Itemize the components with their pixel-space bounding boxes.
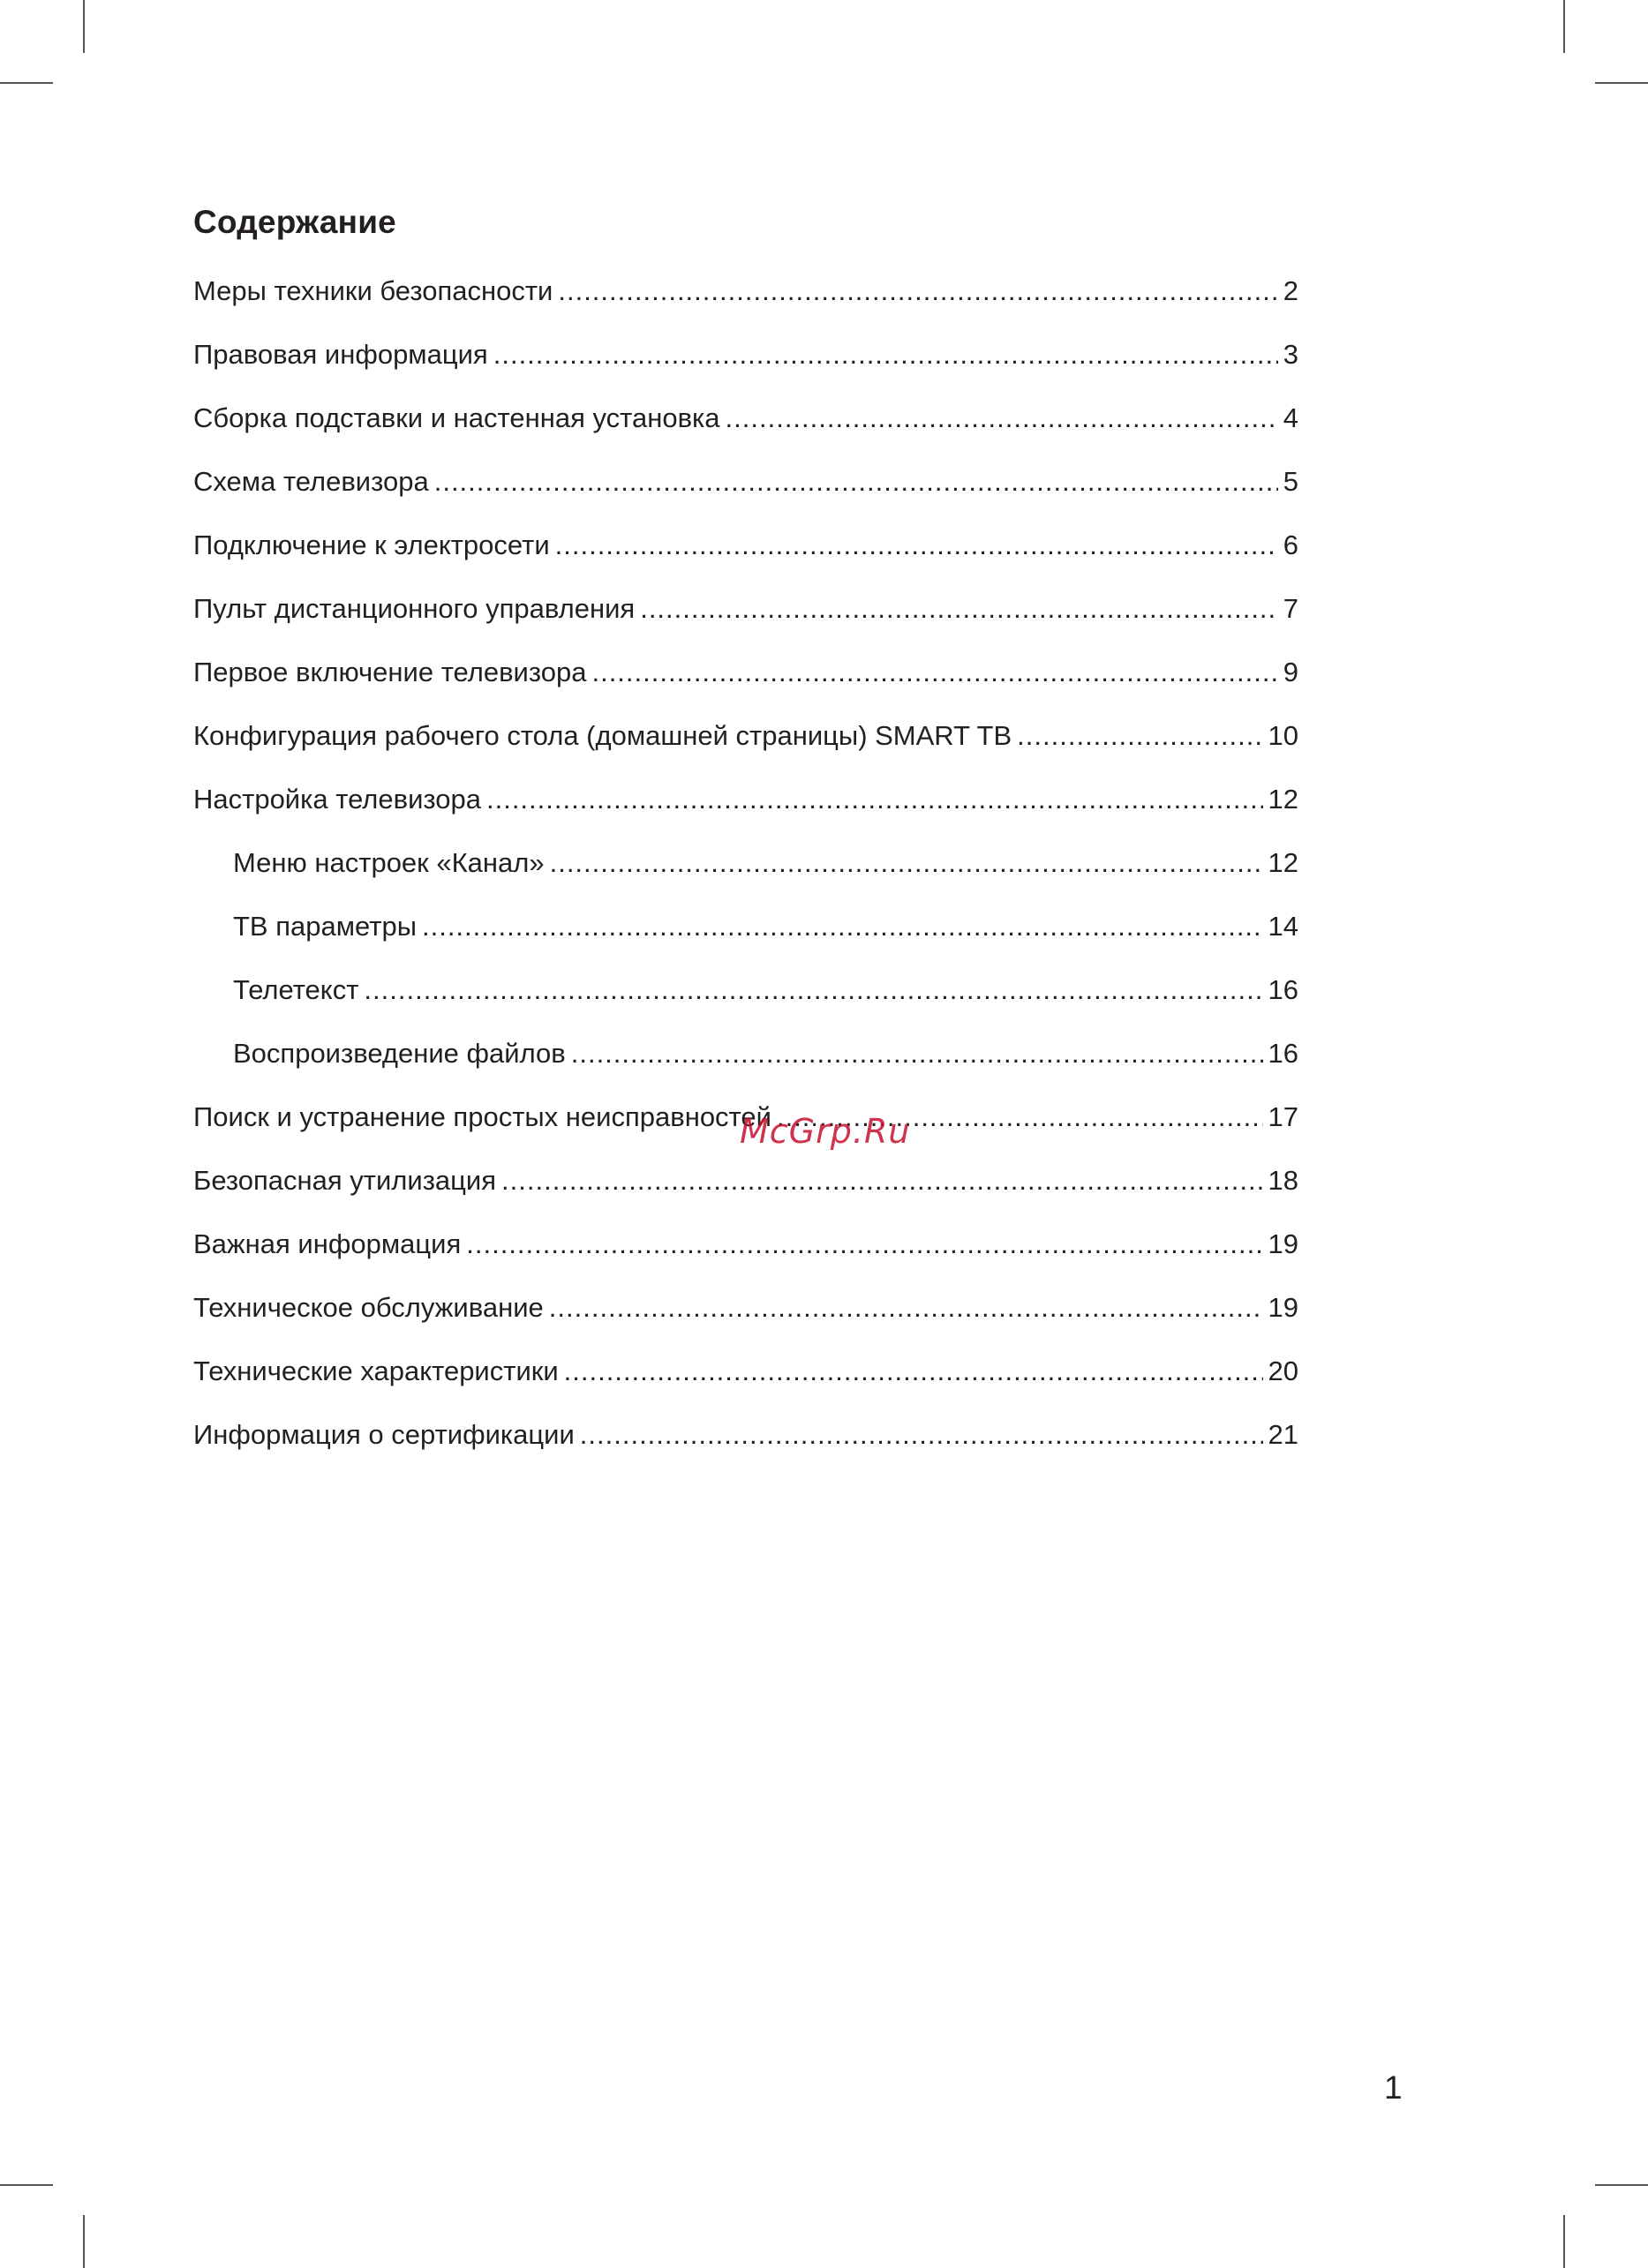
toc-entry[interactable] [193, 641, 1298, 704]
toc-entry-page: 18 [1268, 1165, 1298, 1196]
toc-entry-label: Меры техники безопасности [193, 275, 553, 306]
toc-dot-leader [364, 958, 1262, 1022]
toc-dot-leader [486, 768, 1263, 831]
toc-entry-page: 16 [1268, 974, 1298, 1005]
toc-entry[interactable] [193, 1403, 1298, 1467]
toc-entry-label: Технические характеристики [193, 1356, 559, 1386]
toc-entry-label: Воспроизведение файлов [233, 1038, 566, 1069]
table-of-contents [193, 196, 1298, 1467]
toc-entry-page: 20 [1268, 1356, 1298, 1386]
toc-entry-label: Меню настроек «Канал» [233, 847, 545, 878]
toc-dot-leader [571, 1022, 1263, 1085]
toc-dot-leader [558, 259, 1277, 323]
toc-entry-page: 5 [1283, 466, 1298, 497]
toc-entry[interactable] [193, 259, 1298, 323]
toc-entry-label: Сборка подставки и настенная установка [193, 402, 720, 433]
toc-dot-leader [591, 641, 1277, 704]
toc-entry[interactable] [193, 1149, 1298, 1213]
toc-dot-leader [493, 323, 1278, 387]
toc-entry-label: Подключение к электросети [193, 529, 550, 560]
toc-entry[interactable] [193, 831, 1298, 895]
toc-dot-leader [466, 1213, 1262, 1276]
toc-dot-leader [501, 1149, 1262, 1213]
crop-mark-top-left-horizontal [0, 82, 53, 84]
toc-entry-label: Схема телевизора [193, 466, 429, 497]
toc-dot-leader [550, 831, 1263, 895]
toc-dot-leader [580, 1403, 1263, 1467]
toc-entry-page: 19 [1268, 1292, 1298, 1323]
toc-entry-page: 12 [1268, 847, 1298, 878]
toc-entry[interactable] [193, 768, 1298, 831]
toc-dot-leader [422, 895, 1263, 958]
toc-entry[interactable] [193, 387, 1298, 450]
toc-entry-page: 19 [1268, 1228, 1298, 1259]
crop-mark-top-left-vertical [83, 0, 85, 53]
toc-dot-leader [555, 514, 1278, 577]
toc-entry[interactable] [193, 1022, 1298, 1085]
toc-entry-label: Техническое обслуживание [193, 1292, 544, 1323]
toc-dot-leader [434, 450, 1278, 514]
toc-list [193, 259, 1298, 1467]
toc-entry-label: Конфигурация рабочего стола (домашней страницы) SMART TB [193, 720, 1012, 751]
toc-dot-leader [549, 1276, 1263, 1340]
crop-mark-bottom-left-horizontal [0, 2184, 53, 2186]
toc-entry-page: 17 [1268, 1101, 1298, 1132]
crop-mark-bottom-right-vertical [1563, 2215, 1565, 2268]
toc-entry-label: Правовая информация [193, 339, 488, 370]
crop-mark-bottom-right-horizontal [1595, 2184, 1648, 2186]
watermark: McGrp.Ru [740, 1112, 911, 1151]
toc-entry-label: Первое включение телевизора [193, 657, 587, 687]
toc-entry[interactable] [193, 514, 1298, 577]
toc-entry-label: Телетекст [233, 974, 359, 1005]
toc-entry-page: 12 [1268, 784, 1298, 815]
crop-mark-top-right-horizontal [1595, 82, 1648, 84]
page-number: 1 [1384, 2069, 1403, 2106]
crop-mark-bottom-left-vertical [83, 2215, 85, 2268]
toc-entry[interactable] [193, 895, 1298, 958]
toc-dot-leader [564, 1340, 1263, 1403]
crop-mark-top-right-vertical [1563, 0, 1565, 53]
toc-entry-label: Настройка телевизора [193, 784, 481, 815]
toc-entry[interactable] [193, 704, 1298, 768]
toc-entry-page: 7 [1283, 593, 1298, 624]
toc-dot-leader [640, 577, 1278, 641]
toc-entry-page: 9 [1283, 657, 1298, 687]
toc-entry-label: Безопасная утилизация [193, 1165, 497, 1196]
toc-entry-page: 2 [1283, 275, 1298, 306]
toc-entry-page: 6 [1283, 529, 1298, 560]
toc-entry[interactable] [193, 323, 1298, 387]
toc-entry[interactable] [193, 450, 1298, 514]
toc-title: Содержание [193, 204, 396, 240]
toc-dot-leader [1017, 704, 1262, 768]
toc-entry-page: 14 [1268, 911, 1298, 942]
toc-entry-page: 4 [1283, 402, 1298, 433]
toc-entry[interactable] [193, 1340, 1298, 1403]
toc-entry-page: 3 [1283, 339, 1298, 370]
toc-dot-leader [726, 387, 1278, 450]
toc-entry[interactable] [193, 958, 1298, 1022]
toc-entry-label: Поиск и устранение простых неисправностей [193, 1101, 771, 1132]
toc-entry-page: 10 [1268, 720, 1298, 751]
toc-entry-page: 16 [1268, 1038, 1298, 1069]
toc-entry-page: 21 [1268, 1419, 1298, 1450]
toc-entry-label: Информация о сертификации [193, 1419, 575, 1450]
toc-entry-label: Важная информация [193, 1228, 462, 1259]
toc-entry[interactable] [193, 577, 1298, 641]
toc-entry[interactable] [193, 1213, 1298, 1276]
toc-entry-label: Пульт дистанционного управления [193, 593, 636, 624]
toc-entry-label: ТВ параметры [233, 911, 417, 942]
toc-entry[interactable] [193, 1276, 1298, 1340]
